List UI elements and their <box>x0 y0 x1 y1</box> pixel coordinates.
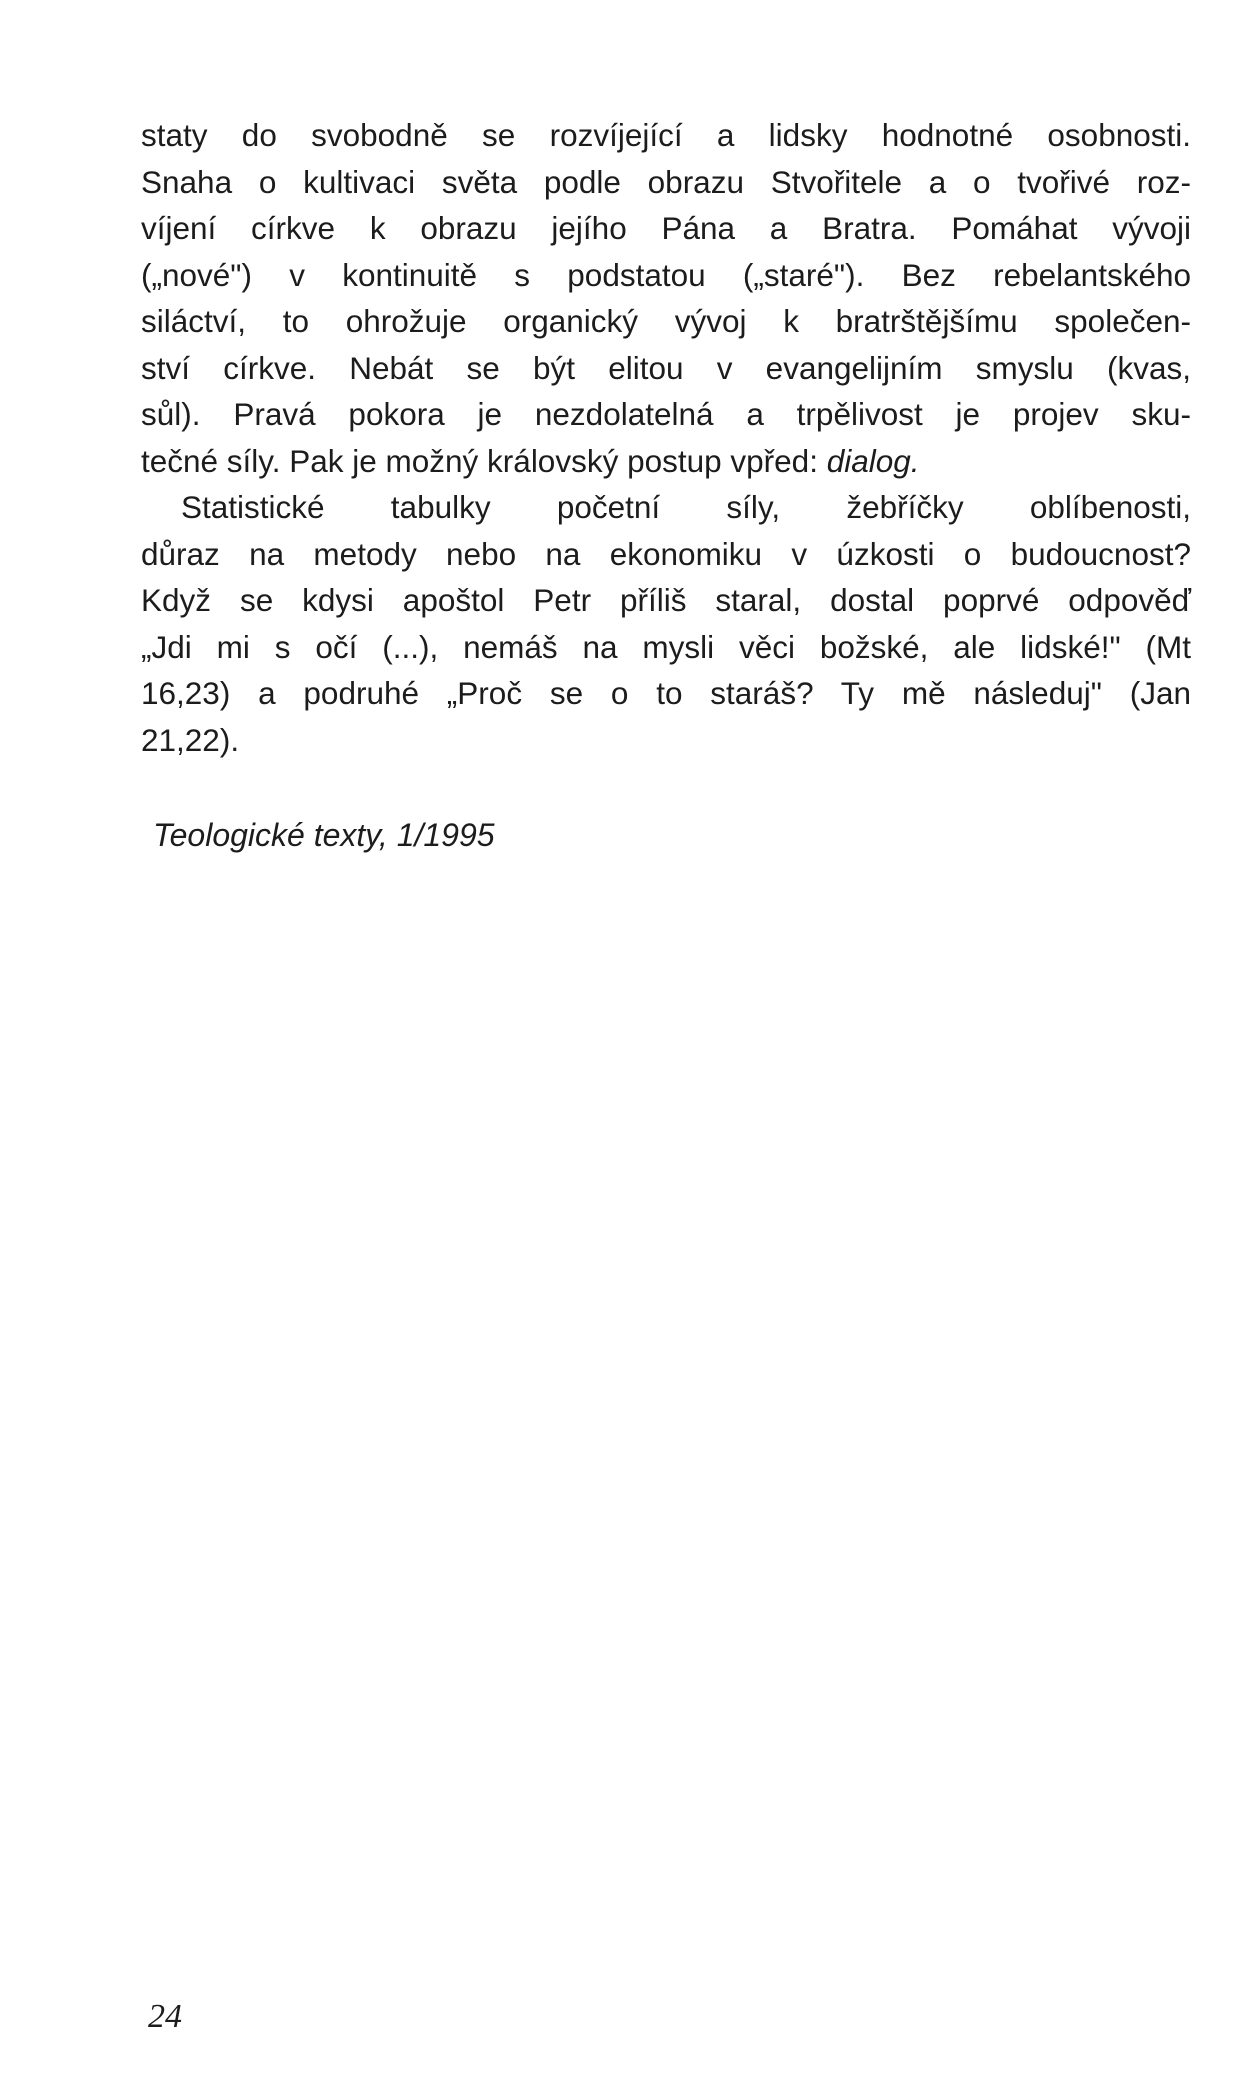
paragraph-line: („nové") v kontinuitě s podstatou („staré"). Bez rebelantského <box>141 256 1191 293</box>
paragraph-last-line-text: tečné síly. Pak je možný královský postup vpřed: <box>141 442 827 479</box>
paragraph-line: siláctví, to ohrožuje organický vývoj k bratrštějšímu společen- <box>141 303 1191 339</box>
paragraph-line: sůl). Pravá pokora je nezdolatelná a trpělivost je projev sku- <box>141 396 1191 432</box>
paragraph-line: Snaha o kultivaci světa podle obrazu Stvořitele a o tvořivé roz- <box>141 163 1191 200</box>
paragraph-line: víjení církve k obrazu jejího Pána a Bratra. Pomáhat vývoji <box>141 210 1191 246</box>
paragraph-line: Když se kdysi apoštol Petr příliš staral, dostal poprvé odpověď <box>141 582 1191 618</box>
paragraph-last-line <box>141 438 1191 485</box>
source-citation: Teologické texty, 1/1995 <box>153 817 495 853</box>
page-number: 24 <box>148 1998 182 2035</box>
paragraph-line: Statistické tabulky početní síly, žebříčky oblíbenosti, <box>181 489 1191 525</box>
paragraph-last-line: 21,22). <box>141 721 240 758</box>
body-text <box>141 112 1191 763</box>
paragraph-line: důraz na metody nebo na ekonomiku v úzkosti o budoucnost? <box>141 535 1191 572</box>
paragraph-line: staty do svobodně se rozvíjející a lidsky hodnotné osobnosti. <box>141 117 1191 153</box>
emphasis-word: dialog. <box>826 442 920 479</box>
paragraph-line: „Jdi mi s očí (...), nemáš na mysli věci božské, ale lidské!" (Mt <box>141 628 1191 665</box>
paragraph-line: 16,23) a podruhé „Proč se o to staráš? Ty mě následuj" (Jan <box>141 675 1191 711</box>
paragraph-line: ství církve. Nebát se být elitou v evangelijním smyslu (kvas, <box>141 349 1191 386</box>
